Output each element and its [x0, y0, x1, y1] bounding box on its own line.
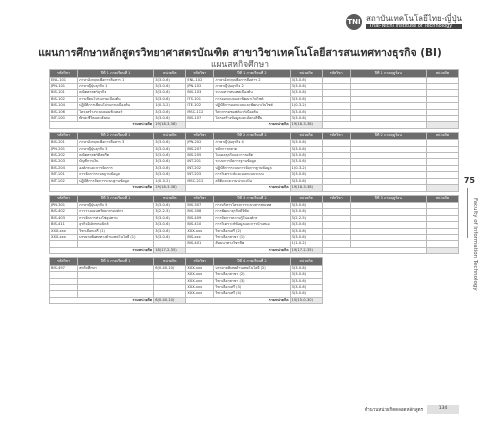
total-value: 19(18-3-38)	[154, 185, 186, 191]
column-header: หน่วยกิต	[426, 70, 458, 78]
total-credits-value: 134	[427, 405, 459, 414]
org-name-th: สถาบันเทคโนโลยีไทย-ญี่ปุ่น	[365, 14, 462, 24]
table-cell: ระบบสารสนเทศเบื้องต้น	[214, 90, 290, 96]
table-cell: 3(3-0-6)	[154, 115, 186, 121]
total-value: 18(17-2-35)	[154, 247, 186, 253]
column-header: หน่วยกิต	[290, 195, 322, 203]
table-cell: วิศวกรรมซอฟต์แวร์เบื้องต้น	[214, 109, 290, 115]
table-cell: 3(3-0-6)	[154, 215, 186, 221]
table-header-row	[50, 70, 459, 78]
table-cell: XXX-xxx	[186, 272, 214, 278]
table-cell: 3(3-0-6)	[154, 222, 186, 228]
table-cell: หลักการตลาด	[214, 146, 290, 152]
org-name-en: Thai-Nichi Institute of Technology	[366, 24, 462, 29]
table-cell: 3(3-0-6)	[154, 109, 186, 115]
table-cell: การจัดการห่วงโซ่อุปทาน	[78, 215, 154, 221]
table-cell: ภาษาญี่ปุ่นธุรกิจ 1	[78, 83, 154, 89]
table-cell: ทักษะชีวิตและสังคม	[78, 115, 154, 121]
table-cell: BIS-106	[50, 109, 78, 115]
table-cell: สถิติและความน่าจะเป็น	[214, 178, 290, 184]
table-cell: XXX-xxx	[186, 291, 214, 297]
table-cell: 3(3-0-6)	[290, 203, 322, 209]
total-label: รวมหน่วยกิต	[186, 247, 290, 253]
table-cell: BIS-103	[186, 90, 214, 96]
table-cell: 3(3-0-6)	[290, 153, 322, 159]
table-cell: 1(0-3-2)	[290, 165, 322, 171]
total-value	[426, 247, 458, 253]
total-row	[50, 122, 459, 128]
table-cell: คณิตศาสตร์ดิสครีต	[78, 153, 154, 159]
total-row	[50, 297, 459, 303]
table-cell: ENL-101	[50, 77, 78, 83]
column-header: หน่วยกิต	[154, 195, 186, 203]
table-cell: 3(3-0-6)	[154, 96, 186, 102]
table-cell: วิชาเลือกเสรี (2)	[214, 228, 290, 234]
table-cell: 3(3-0-6)	[154, 235, 186, 241]
table-cell: BIS-202	[50, 153, 78, 159]
total-row	[50, 247, 459, 253]
table-header-row	[50, 195, 459, 203]
table-cell: 3(3-0-6)	[154, 83, 186, 89]
table-cell: 3(3-0-6)	[290, 83, 322, 89]
column-header: หน่วยกิต	[154, 132, 186, 140]
table-cell: BIS-308	[186, 209, 214, 215]
table-cell: 3(3-0-6)	[290, 222, 322, 228]
table-cell: วิชาเลือกสาขา (1)	[214, 235, 290, 241]
column-header: หน่วยกิต	[154, 258, 186, 266]
column-header: รหัสวิชา	[50, 258, 78, 266]
total-value: 19(17-2-35)	[290, 247, 322, 253]
column-header: ปีที่ 2 ภาคเรียนที่ 1	[78, 132, 154, 140]
table-cell: 3(3-0-6)	[290, 291, 322, 297]
table-cell: 3(3-0-6)	[154, 146, 186, 152]
table-cell: การพัฒนาธุรกิจดิจิทัล	[214, 209, 290, 215]
table-cell: การบริหารโครงการระบบสารสนเทศ	[214, 203, 290, 209]
total-label	[322, 247, 426, 253]
table-cell: XXX-xxx	[186, 265, 214, 271]
total-label: รวมหน่วยกิต	[50, 185, 154, 191]
table-cell: 3(3-0-6)	[154, 203, 186, 209]
table-cell: ITE-102	[186, 103, 214, 109]
column-header: หน่วยกิต	[290, 258, 322, 266]
column-header	[322, 258, 350, 266]
table-cell: INT-102	[50, 178, 78, 184]
column-header: หน่วยกิต	[426, 195, 458, 203]
total-label	[322, 297, 426, 303]
column-header: รหัสวิชา	[186, 195, 214, 203]
year-3-table	[49, 195, 459, 255]
table-cell: 3(3-0-6)	[290, 109, 322, 115]
total-value: 19(18-3-38)	[290, 185, 322, 191]
total-value	[426, 122, 458, 128]
table-header-row	[50, 258, 459, 266]
table-cell: BIS-xxx	[186, 235, 214, 241]
table-cell: BIS-409	[186, 215, 214, 221]
table-cell: JPN-202	[186, 140, 214, 146]
table-cell: XXX-xxx	[50, 228, 78, 234]
table-cell: ภาษาญี่ปุ่นธุรกิจ 3	[78, 146, 154, 152]
total-label: รวมหน่วยกิต	[50, 247, 154, 253]
table-cell: 3(3-0-6)	[290, 90, 322, 96]
table-cell: BIS-107	[186, 115, 214, 121]
table-cell: การจัดการความรู้ในองค์กร	[214, 215, 290, 221]
column-header: ปีที่ 4 ภาคเรียนที่ 1	[78, 258, 154, 266]
table-cell: 3(3-0-6)	[154, 228, 186, 234]
table-cell: BIS-207	[186, 146, 214, 152]
table-cell: ภาษาญี่ปุ่นธุรกิจ 2	[214, 83, 290, 89]
table-cell: BIS-102	[50, 96, 78, 102]
column-header: รหัสวิชา	[322, 195, 350, 203]
column-header: หน่วยกิต	[154, 70, 186, 78]
total-credits-row	[49, 405, 459, 414]
table-cell: สหกิจศึกษา	[78, 265, 154, 271]
table-cell: ปฏิบัติการออกแบบและพัฒนาเว็บไซต์	[214, 103, 290, 109]
column-header: หน่วยกิต	[290, 70, 322, 78]
table-cell: 3(3-0-6)	[290, 96, 322, 102]
table-cell: XXX-xxx	[186, 278, 214, 284]
table-cell: ภาษาญี่ปุ่นธุรกิจ 4	[214, 140, 290, 146]
column-header: รหัสวิชา	[186, 258, 214, 266]
table-cell: การเขียนโปรแกรมเบื้องต้น	[78, 96, 154, 102]
table-cell: 1(0-3-2)	[290, 103, 322, 109]
table-cell: MSC-112	[186, 109, 214, 115]
total-value: 19(18-3-38)	[154, 122, 186, 128]
table-cell: XXX-xxx	[186, 228, 214, 234]
table-cell: ENL-102	[186, 77, 214, 83]
column-header: ปีที่ 1 ภาคฤดูร้อน	[350, 70, 426, 78]
table-cell: 1(1-0-2)	[290, 241, 322, 247]
column-header: ปีที่ 2 ภาคเรียนที่ 2	[214, 132, 290, 140]
table-cell: การวิเคราะห์ข้อมูลและการนำเสนอ	[214, 222, 290, 228]
table-cell: องค์กรและการจัดการ	[78, 165, 154, 171]
total-value: 19(18-3-38)	[290, 122, 322, 128]
total-label: รวมหน่วยกิต	[186, 297, 290, 303]
table-cell: INT-101	[50, 172, 78, 178]
table-cell: 3(3-0-6)	[290, 228, 322, 234]
table-cell: MSC-212	[186, 178, 214, 184]
total-value: 15(15-0-30)	[290, 297, 322, 303]
total-credits-label: จำนวนหน่วยกิตตลอดหลักสูตร	[364, 408, 423, 413]
table-cell: วิชาเลือกสาขา (2)	[214, 272, 290, 278]
year-2-table	[49, 132, 459, 192]
table-cell: JPN-201	[50, 146, 78, 152]
table-cell: 3(3-0-6)	[290, 272, 322, 278]
table-cell: BIS-201	[50, 140, 78, 146]
table-cell: ภาษาอังกฤษเพื่อการสื่อสาร 3	[78, 140, 154, 146]
table-cell: INT-201	[186, 159, 214, 165]
page-title: แผนการศึกษาหลักสูตรวิทยาศาสตรบัณฑิต สาขาวิชาเทคโนโลยีสารสนเทศทางธุรกิจ (BI)	[38, 47, 442, 59]
total-label: รวมหน่วยกิต	[50, 122, 154, 128]
table-cell: BIS-104	[50, 103, 78, 109]
table-cell: JPN-101	[50, 83, 78, 89]
column-header: รหัสวิชา	[50, 132, 78, 140]
table-cell: BIS-497	[50, 265, 78, 271]
table-cell: 3(3-0-6)	[154, 140, 186, 146]
total-label: รวมหน่วยกิต	[50, 297, 154, 303]
table-cell: BIS-205	[186, 153, 214, 159]
table-cell: 3(3-0-6)	[154, 153, 186, 159]
total-label	[322, 122, 426, 128]
table-cell: INT-202	[186, 165, 214, 171]
column-header: รหัสวิชา	[322, 132, 350, 140]
column-header: ปีที่ 3 ภาคฤดูร้อน	[350, 195, 426, 203]
table-cell: 3(3-0-6)	[290, 265, 322, 271]
table-cell: 3(3-0-6)	[290, 235, 322, 241]
logo-text	[366, 15, 462, 29]
table-cell: JPN-102	[186, 83, 214, 89]
table-cell: 3(3-0-6)	[290, 278, 322, 284]
column-header: รหัสวิชา	[186, 70, 214, 78]
table-cell: ภาษาอังกฤษเพื่อการสื่อสาร 2	[214, 77, 290, 83]
column-header: รหัสวิชา	[50, 195, 78, 203]
column-header: หน่วยกิต	[426, 132, 458, 140]
table-cell: 3(3-0-6)	[290, 77, 322, 83]
table-cell: 1(0-3-2)	[154, 103, 186, 109]
table-cell: 3(3-0-6)	[154, 90, 186, 96]
table-cell: BIS-203	[50, 159, 78, 165]
table-cell: ITS-101	[186, 96, 214, 102]
table-cell: ปฏิบัติการเขียนโปรแกรมเบื้องต้น	[78, 103, 154, 109]
table-cell: โครงสร้างข้อมูลและอัลกอริทึม	[214, 115, 290, 121]
table-cell: 3(3-0-6)	[290, 284, 322, 290]
total-label	[322, 185, 426, 191]
table-cell: BIS-204	[50, 165, 78, 171]
table-header-row	[50, 132, 459, 140]
table-cell: บรรยายพิเศษทางด้านเทคโนโลยี (1)	[78, 235, 154, 241]
table-cell: การวางแผนทรัพยากรองค์กร	[78, 209, 154, 215]
column-header	[426, 258, 458, 266]
column-header: ปีที่ 3 ภาคเรียนที่ 1	[78, 195, 154, 203]
table-cell: ภาษาญี่ปุ่นธุรกิจ 5	[78, 203, 154, 209]
column-header: ปีที่ 4 ภาคเรียนที่ 2	[214, 258, 290, 266]
column-header: ปีที่ 1 ภาคเรียนที่ 2	[214, 70, 290, 78]
table-cell: ภาษาอังกฤษเพื่อการสื่อสาร 1	[78, 77, 154, 83]
total-value: 6(0-40-10)	[154, 297, 186, 303]
year-4-table	[49, 257, 459, 304]
table-cell: 3(2-2-5)	[290, 215, 322, 221]
table-cell: 3(3-0-6)	[290, 140, 322, 146]
table-cell: ปฏิบัติการจัดการระบบฐานข้อมูล	[78, 178, 154, 184]
table-cell: BIS-401	[186, 241, 214, 247]
column-header: ปีที่ 3 ภาคเรียนที่ 2	[214, 195, 290, 203]
table-cell: โครงสร้างระบบคอมพิวเตอร์	[78, 109, 154, 115]
total-row	[50, 185, 459, 191]
column-header: รหัสวิชา	[186, 132, 214, 140]
table-cell: วิชาเลือกสาขา (3)	[214, 278, 290, 284]
page-subtitle: แผนสหกิจศึกษา	[210, 60, 270, 70]
table-cell: 6(0-40-10)	[154, 265, 186, 271]
year-1-table	[49, 69, 459, 129]
table-cell: การออกแบบและพัฒนาเว็บไซต์	[214, 96, 290, 102]
table-cell: XXX-xxx	[50, 235, 78, 241]
table-cell: 3(3-0-6)	[154, 172, 186, 178]
page-number: 75	[463, 176, 475, 185]
table-cell: ธุรกิจอิเล็กทรอนิกส์	[78, 222, 154, 228]
table-cell: สัมมนาทางวิชาชีพ	[214, 241, 290, 247]
column-header: ปีที่ 2 ภาคฤดูร้อน	[350, 132, 426, 140]
table-cell: การวิเคราะห์และออกแบบระบบ	[214, 172, 290, 178]
table-cell: 3(3-0-6)	[290, 115, 322, 121]
table-cell: INT-100	[50, 115, 78, 121]
total-value	[426, 297, 458, 303]
total-label: รวมหน่วยกิต	[186, 122, 290, 128]
column-header: หน่วยกิต	[290, 132, 322, 140]
table-cell: บัญชีการเงิน	[78, 159, 154, 165]
table-cell: 3(3-0-6)	[290, 146, 322, 152]
table-cell: JPN-301	[50, 203, 78, 209]
table-cell: วิชาเลือกเสรี (1)	[78, 228, 154, 234]
table-cell: XXX-xxx	[186, 284, 214, 290]
table-cell: บรรยายพิเศษด้านเทคโนโลยี (2)	[214, 265, 290, 271]
table-cell: BIS-307	[186, 203, 214, 209]
table-cell: คณิตศาสตร์ธุรกิจ	[78, 90, 154, 96]
institute-logo	[346, 14, 462, 30]
side-label: Faculty of Information Technology	[472, 198, 478, 291]
table-cell: 3(3-0-6)	[154, 159, 186, 165]
total-value	[426, 185, 458, 191]
column-header: รหัสวิชา	[322, 70, 350, 78]
table-cell: BIS-411	[50, 222, 78, 228]
table-cell: 3(3-0-6)	[154, 165, 186, 171]
table-cell: ระบบการจัดการฐานข้อมูล	[214, 159, 290, 165]
table-cell: โมเดลธุรกิจและการผลิต	[214, 153, 290, 159]
column-header: รหัสวิชา	[50, 70, 78, 78]
table-cell: BIS-402	[50, 209, 78, 215]
table-cell: วิชาเลือกเสรี (3)	[214, 284, 290, 290]
table-cell: INT-203	[186, 172, 214, 178]
table-cell: 3(3-0-6)	[290, 172, 322, 178]
column-header: ปีที่ 1 ภาคเรียนที่ 1	[78, 70, 154, 78]
table-cell: 3(3-0-6)	[290, 209, 322, 215]
table-cell: 1(0-3-2)	[154, 178, 186, 184]
table-cell: วิชาเลือกเสรี (4)	[214, 291, 290, 297]
table-cell: BIS-403	[50, 215, 78, 221]
table-cell: 3(3-0-6)	[290, 159, 322, 165]
table-cell: การจัดการระบบฐานข้อมูล	[78, 172, 154, 178]
total-label: รวมหน่วยกิต	[186, 185, 290, 191]
column-header	[350, 258, 426, 266]
table-cell: BIS-410	[186, 222, 214, 228]
study-plan-tables	[49, 69, 474, 307]
table-cell: BIS-101	[50, 90, 78, 96]
table-cell: 3(3-0-6)	[154, 77, 186, 83]
table-cell: 3(3-0-6)	[290, 178, 322, 184]
table-cell: ปฏิบัติการระบบการจัดการฐานข้อมูล	[214, 165, 290, 171]
logo-mark: TNI	[346, 14, 362, 30]
table-cell: 3(2-2-5)	[154, 209, 186, 215]
